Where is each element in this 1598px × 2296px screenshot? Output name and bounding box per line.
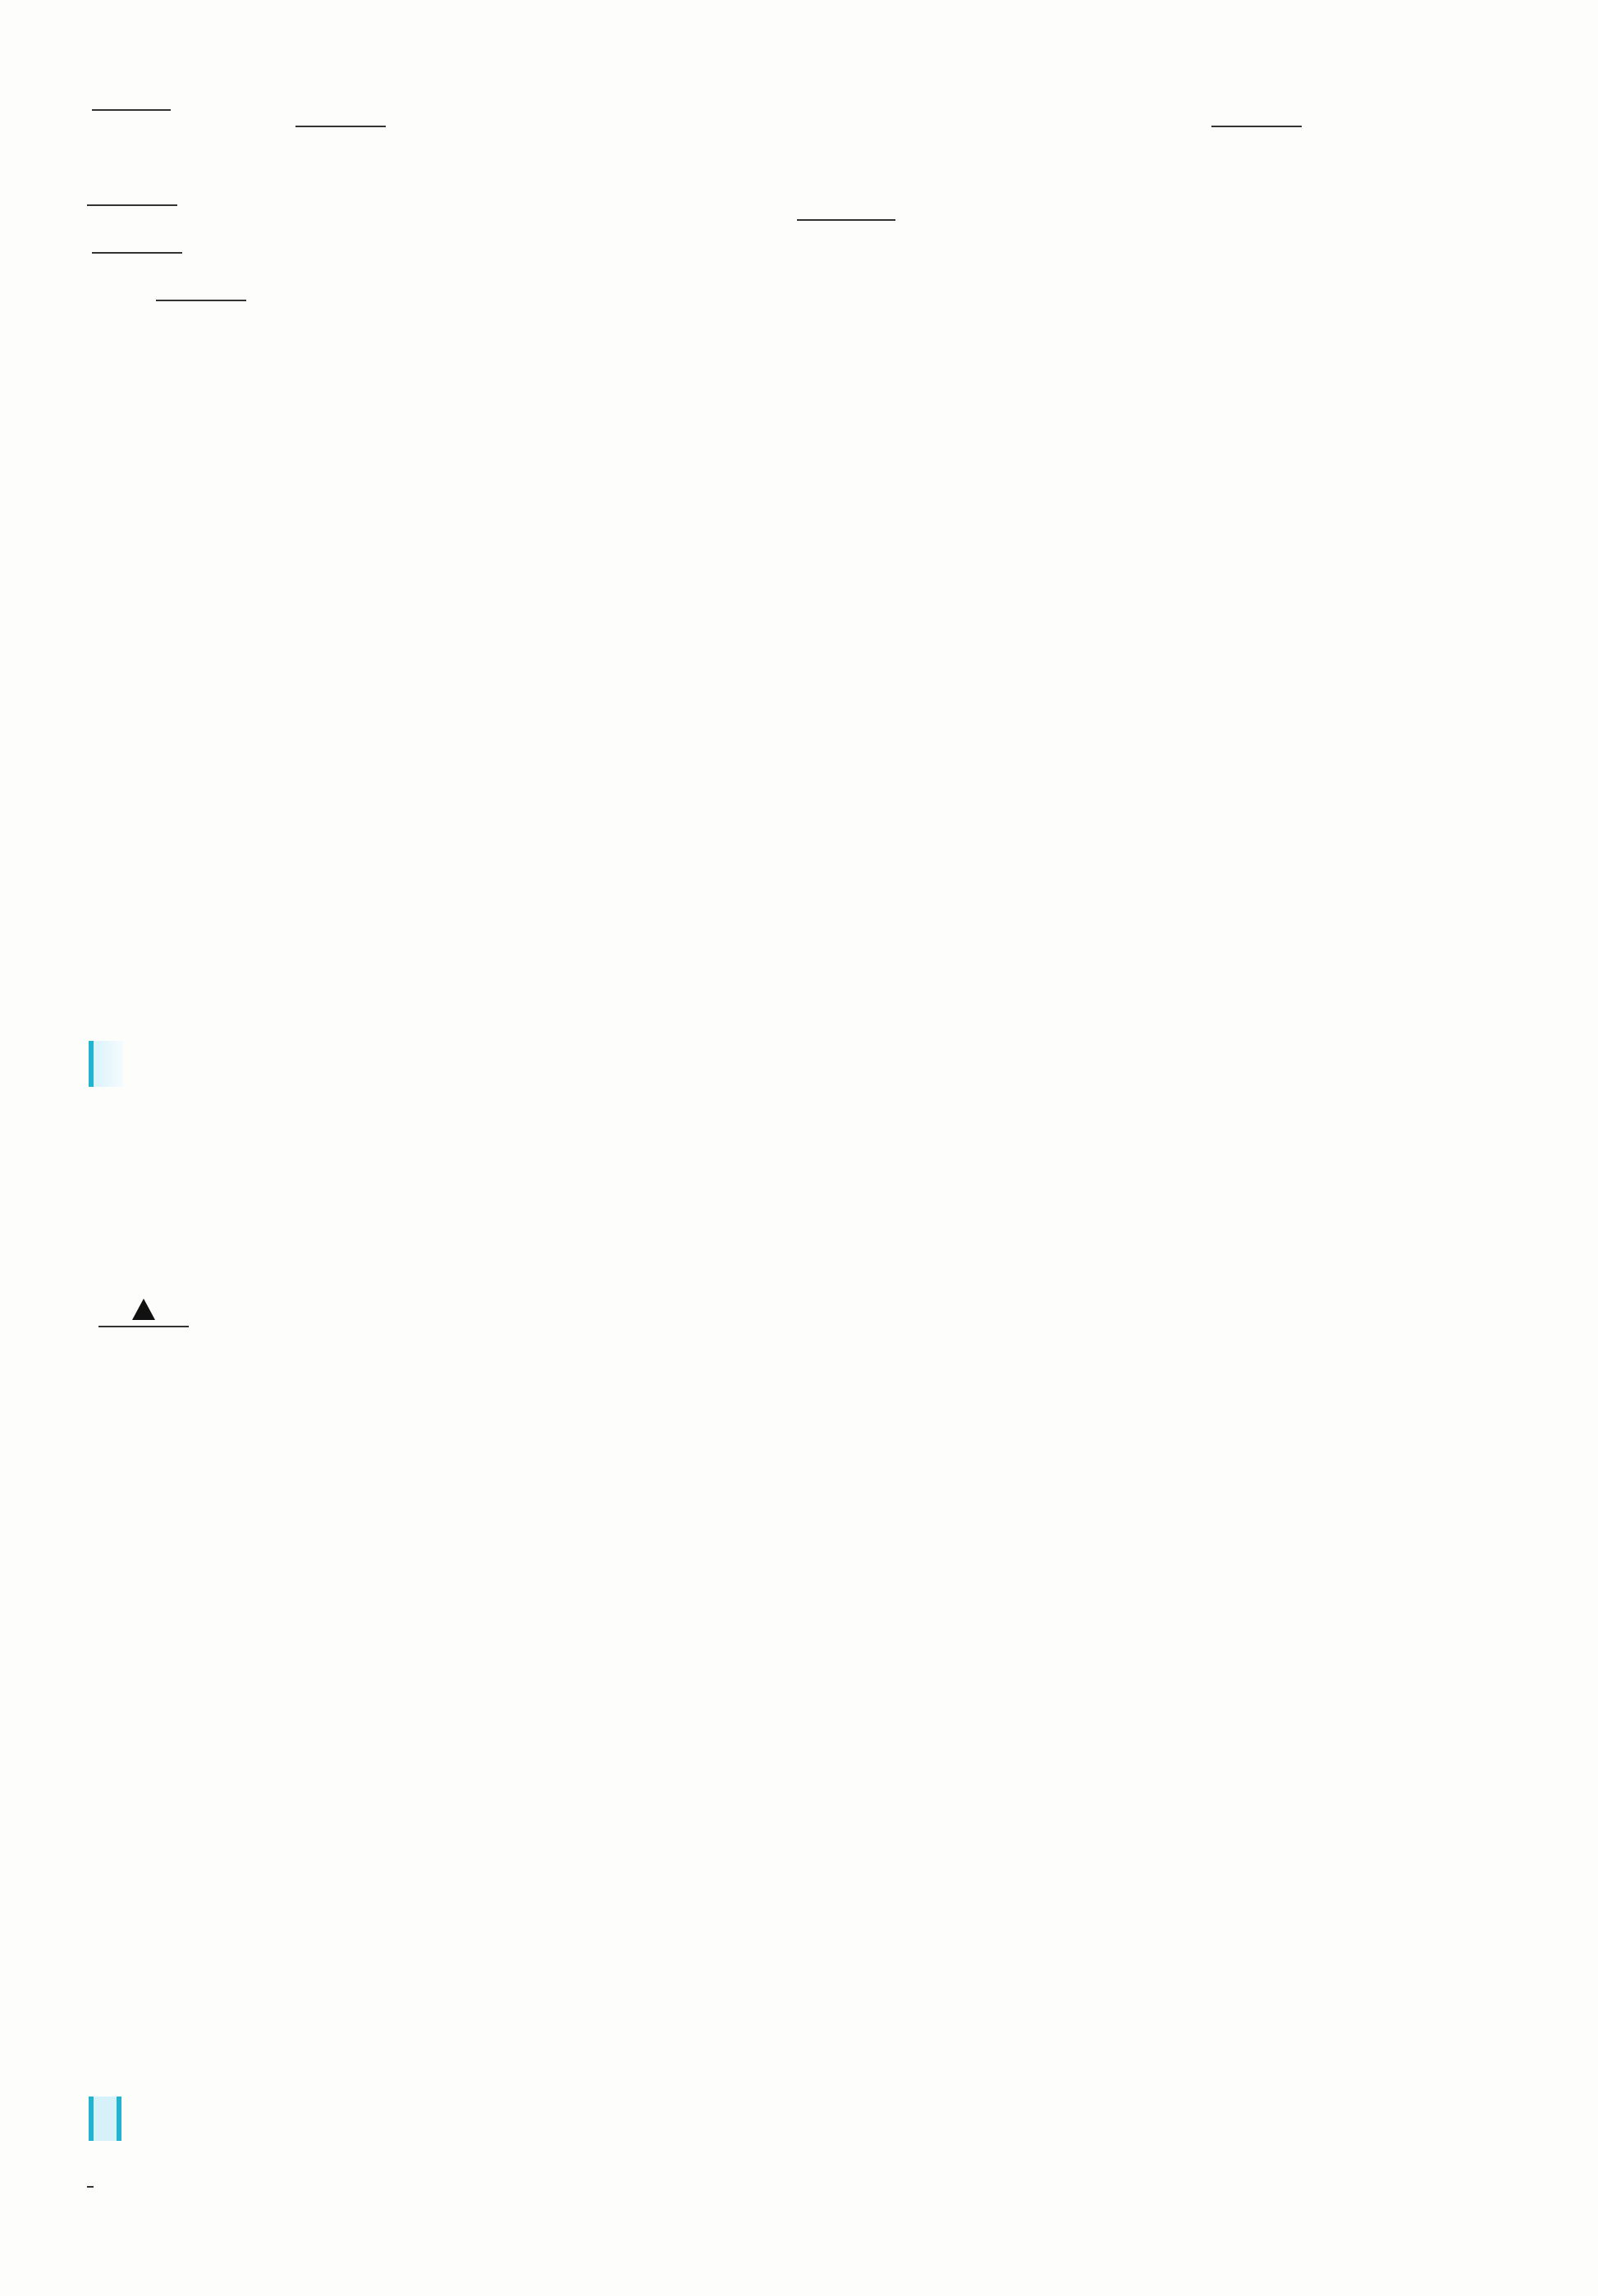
blank-9	[92, 109, 171, 111]
blank-15	[156, 300, 246, 301]
passage-line-2	[87, 126, 1510, 127]
passage-line-1	[87, 78, 1510, 126]
passage-line-5	[151, 268, 251, 316]
vocab-entry	[87, 2146, 94, 2193]
triangle-blank	[98, 1293, 189, 1327]
blank-14	[92, 252, 182, 254]
vocab-answer	[87, 2153, 94, 2188]
vocab-section-title	[89, 2097, 121, 2141]
blank-10	[295, 126, 386, 127]
blank-12	[87, 204, 177, 206]
blank-13	[797, 173, 895, 221]
section-title-reading	[89, 1041, 123, 1087]
passage-line-4	[87, 221, 187, 268]
reading-p2-line-4	[87, 1285, 194, 1333]
blank-11	[1211, 126, 1302, 127]
passage-line-3	[87, 173, 1510, 221]
triangle-icon	[132, 1299, 155, 1320]
